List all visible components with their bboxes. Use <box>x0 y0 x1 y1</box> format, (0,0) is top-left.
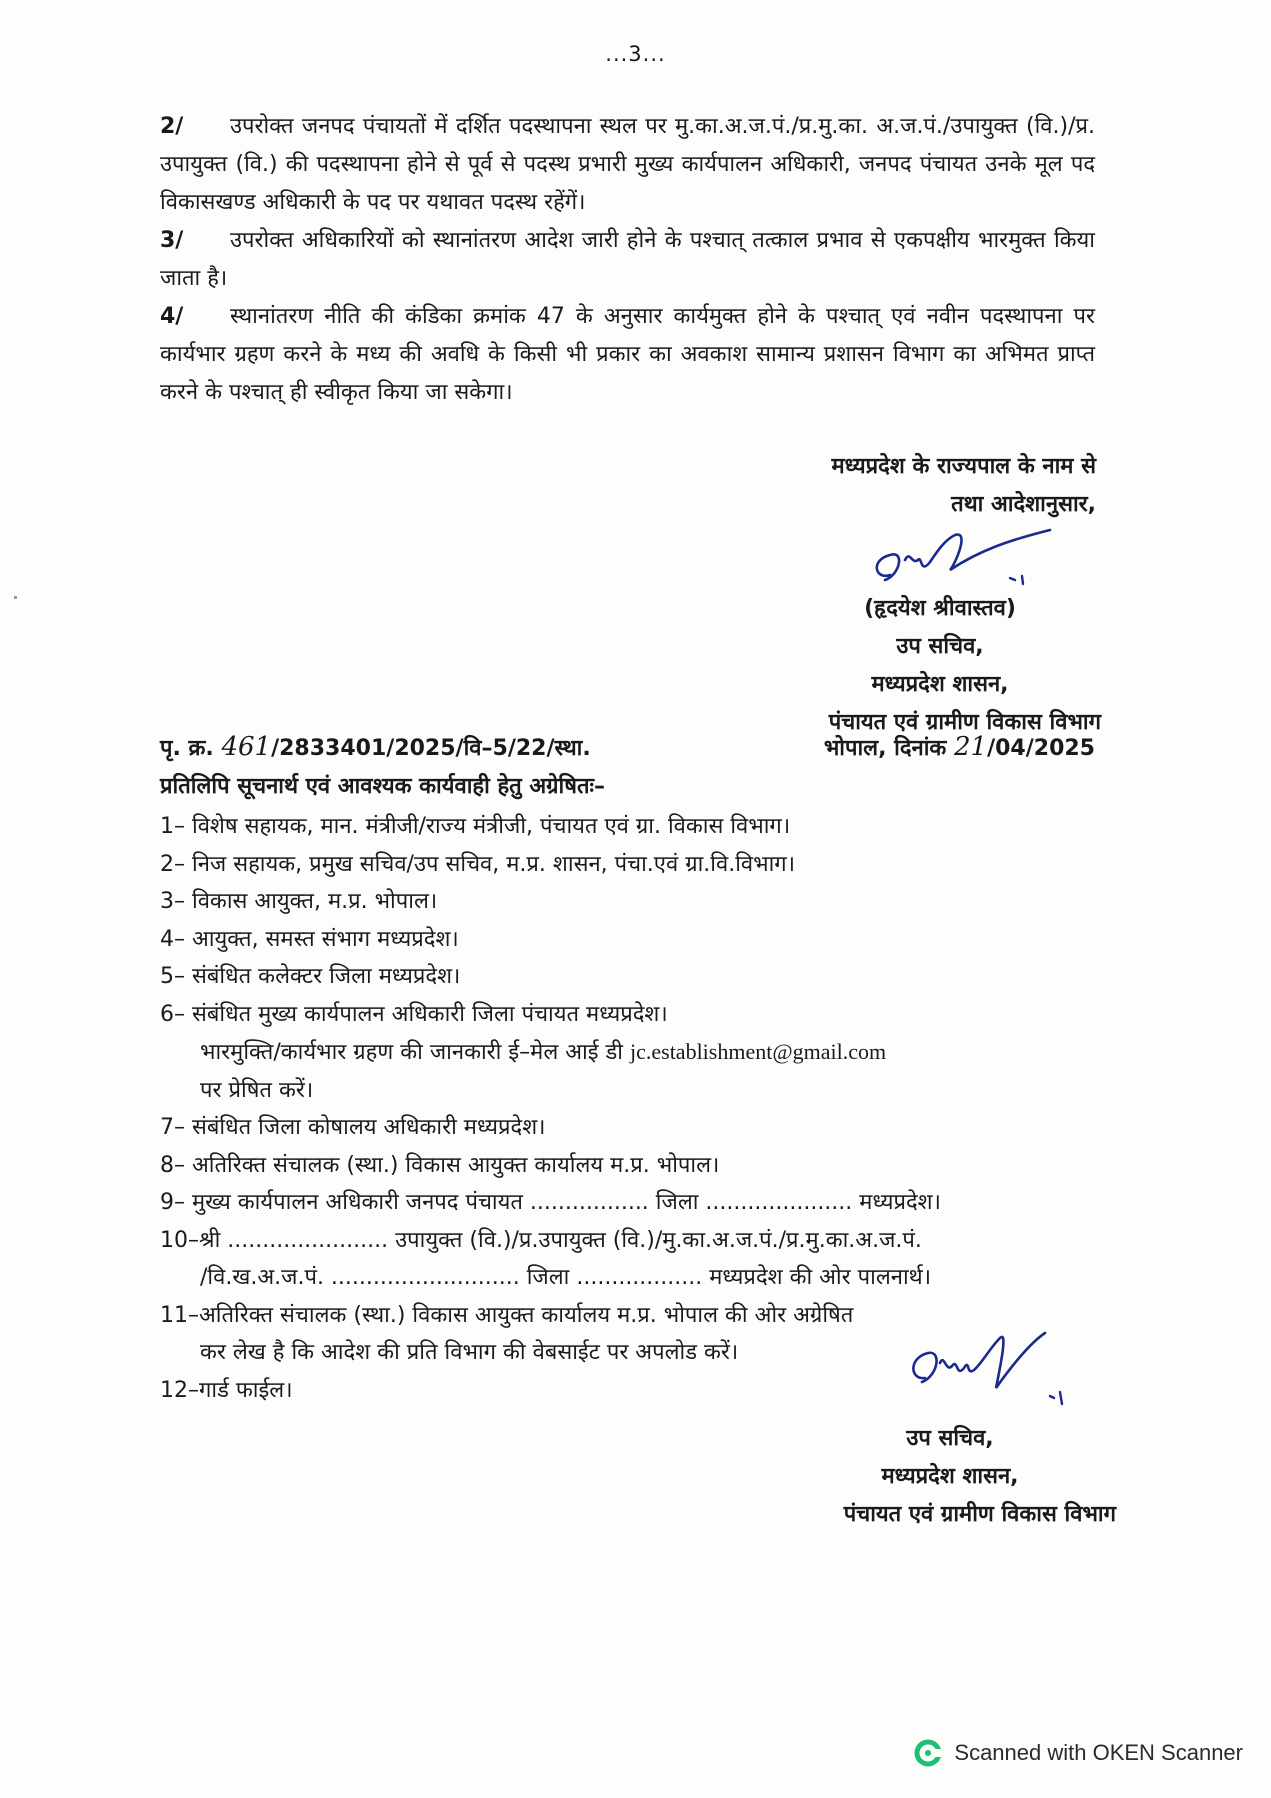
page-number: ...3... <box>605 42 666 66</box>
list-item-continuation: कर लेख है कि आदेश की प्रति विभाग की वेबसाईट पर अपलोड करें। <box>200 1340 739 1365</box>
copy-heading: प्रतिलिपि सूचनार्थ एवं आवश्यक कार्यवाही हेतु अग्रेषितः– <box>160 774 605 799</box>
reference-date <box>824 730 1095 766</box>
signatory-designation: उप सचिव, <box>906 1426 994 1451</box>
order-authority <box>831 448 1096 524</box>
signatory-government: मध्यप्रदेश शासन, <box>881 1464 1019 1489</box>
signatory-designation: उप सचिव, <box>896 634 984 659</box>
list-item: 11–अतिरिक्त संचालक (स्था.) विकास आयुक्त कार्यालय म.प्र. भोपाल की ओर अग्रेषित <box>160 1302 854 1328</box>
continuation-text: भारमुक्ति/कार्यभार ग्रहण की जानकारी ई–मेल आई डी <box>200 1040 623 1065</box>
list-item: 5– संबंधित कलेक्टर जिला मध्यप्रदेश। <box>160 964 461 989</box>
reference-prefix: पृ. क्र. <box>160 736 214 761</box>
order-paragraphs <box>160 108 1095 412</box>
email-address: jc.establishment@gmail.com <box>629 1039 887 1064</box>
authority-line-2: तथा आदेशानुसार, <box>951 492 1096 517</box>
list-item: 12–गार्ड फाईल। <box>160 1377 293 1403</box>
list-item: 8– अतिरिक्त संचालक (स्था.) विकास आयुक्त कार्यालय म.प्र. भोपाल। <box>160 1152 720 1178</box>
list-item: 4– आयुक्त, समस्त संभाग मध्यप्रदेश। <box>160 926 459 952</box>
scan-dot <box>14 596 17 599</box>
scanner-label: Scanned with OKEN Scanner <box>954 1740 1243 1765</box>
list-item-continuation: /वि.ख.अ.ज.पं. ........................... जिला .................. मध्यप्रदेश की ओर पालनार्थ। <box>200 1265 932 1290</box>
reference-line <box>160 730 1095 766</box>
paragraph-number: 4/ <box>160 304 184 329</box>
list-item-continuation: पर प्रेषित करें। <box>200 1077 314 1103</box>
list-item: 10–श्री ....................... उपायुक्त (वि.)/प्र.उपायुक्त (वि.)/मु.का.अ.ज.पं./प्र.मु.का.अ.ज.पं. <box>160 1227 922 1253</box>
list-item: 7– संबंधित जिला कोषालय अधिकारी मध्यप्रदेश। <box>160 1115 546 1140</box>
list-item: 9– मुख्य कार्यपालन अधिकारी जनपद पंचायत ................. जिला ..................... मध्यप्रदेश। <box>160 1190 941 1215</box>
paragraph-number: 3/ <box>160 228 184 253</box>
signature-2 <box>900 1318 1080 1413</box>
paragraph-text: स्थानांतरण नीति की कंडिका क्रमांक 47 के अनुसार कार्यमुक्त होने के पश्चात् एवं नवीन पदस्थापना पर कार्यभार ग्रहण करने के मध्य की अवधि के किसी भी प्रकार का अवकाश सामान्य प्रशासन विभाग का अभिमत प्राप्त करने के पश्चात् ही स्वीकृत किया जा सकेगा। <box>160 304 1095 405</box>
paragraph-4 <box>160 298 1095 412</box>
scanner-watermark <box>914 1738 1243 1768</box>
paragraph-number: 2/ <box>160 114 184 139</box>
copy-department <box>844 1496 1116 1534</box>
paragraph-3 <box>160 222 1095 298</box>
paragraph-text: उपरोक्त जनपद पंचायतों में दर्शित पदस्थापना स्थल पर मु.का.अ.ज.पं./प्र.मु.का. अ.ज.पं./उपायुक्त (वि.)/प्र. उपायुक्त (वि.) की पदस्थापना होने से पूर्व से पदस्थ प्रभारी मुख्य कार्यपालन अधिकारी, जनपद पंचायत उनके मूल पद विकासखण्ड अधिकारी के पद पर यथावत पदस्थ रहेंगें। <box>160 114 1095 215</box>
order-signatory <box>780 590 1100 704</box>
place-date-prefix: भोपाल, दिनांक <box>823 736 947 761</box>
list-item: 1– विशेष सहायक, मान. मंत्रीजी/राज्य मंत्रीजी, पंचायत एवं ग्रा. विकास विभाग। <box>160 814 791 839</box>
list-item: 3– विकास आयुक्त, म.प्र. भोपाल। <box>160 889 438 914</box>
date-rest: /04/2025 <box>987 736 1095 761</box>
signatory-name: (हृदयेश श्रीवास्तव) <box>864 596 1016 621</box>
list-item-continuation <box>160 1033 1120 1072</box>
paragraph-2 <box>160 108 1095 222</box>
date-day-handwritten: 21 <box>953 732 988 762</box>
list-item: 2– निज सहायक, प्रमुख सचिव/उप सचिव, म.प्र. शासन, पंचा.एवं ग्रा.वि.विभाग। <box>160 851 796 877</box>
signatory-government: मध्यप्रदेश शासन, <box>871 672 1009 697</box>
reference-number-handwritten: 461 <box>221 732 272 762</box>
reference-rest: /2833401/2025/वि–5/22/स्था. <box>271 736 591 761</box>
oken-scanner-logo-icon <box>914 1738 944 1768</box>
copy-signatory <box>800 1420 1100 1496</box>
authority-line-1: मध्यप्रदेश के राज्यपाल के नाम से <box>831 454 1096 479</box>
list-item: 6– संबंधित मुख्य कार्यपालन अधिकारी जिला पंचायत मध्यप्रदेश। <box>160 1001 668 1027</box>
signatory-department: पंचायत एवं ग्रामीण विकास विभाग <box>843 1502 1116 1527</box>
signatory-department: पंचायत एवं ग्रामीण विकास विभाग <box>828 710 1101 735</box>
paragraph-text: उपरोक्त अधिकारियों को स्थानांतरण आदेश जारी होने के पश्चात् तत्काल प्रभाव से एकपक्षीय भारमुक्त किया जाता है। <box>160 228 1095 291</box>
